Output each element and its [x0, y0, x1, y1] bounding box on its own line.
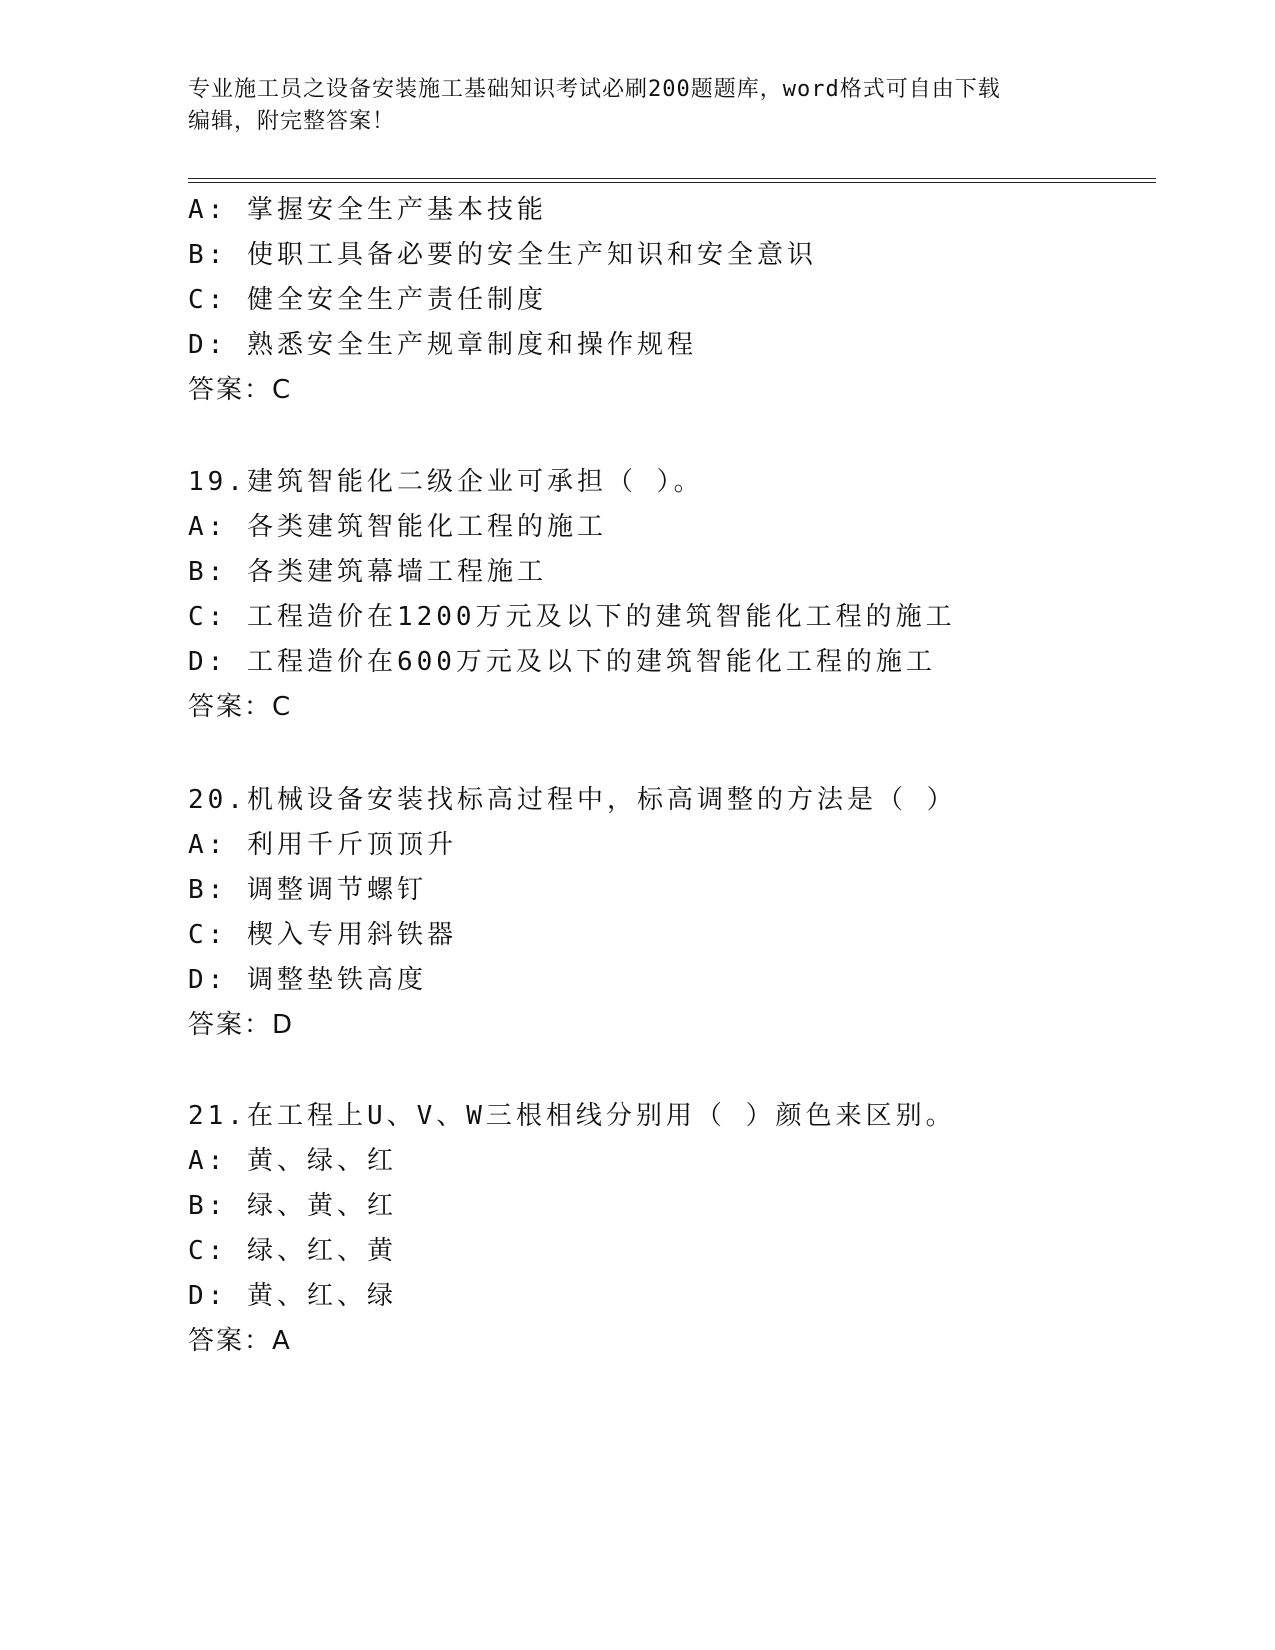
- q18-answer: 答案：C: [188, 375, 293, 405]
- q19-answer: 答案：C: [188, 692, 293, 722]
- document-header: [188, 74, 1088, 138]
- q18-option-b: B: 使职工具备必要的安全生产知识和安全意识: [188, 240, 817, 270]
- q20-option-c: C: 楔入专用斜铁器: [188, 920, 457, 950]
- header-divider-bottom: [188, 182, 1156, 183]
- q21-option-a: A: 黄、绿、红: [188, 1146, 397, 1176]
- q19-option-d: D: 工程造价在600万元及以下的建筑智能化工程的施工: [188, 647, 936, 677]
- q20-option-d: D: 调整垫铁高度: [188, 965, 427, 995]
- header-divider-top: [188, 178, 1156, 179]
- q21-answer: 答案：A: [188, 1326, 292, 1356]
- q20-option-b: B: 调整调节螺钉: [188, 875, 427, 905]
- q19-option-b: B: 各类建筑幕墙工程施工: [188, 557, 547, 587]
- q21-option-c: C: 绿、红、黄: [188, 1236, 397, 1266]
- q18-option-d: D: 熟悉安全生产规章制度和操作规程: [188, 330, 697, 360]
- q20-answer: 答案：D: [188, 1010, 295, 1040]
- q19-question: 19.建筑智能化二级企业可承担（ ）。: [188, 467, 704, 497]
- header-title-line-1: 专业施工员之设备安装施工基础知识考试必刷200题题库，word格式可自由下载: [188, 77, 1001, 102]
- q19-option-a: A: 各类建筑智能化工程的施工: [188, 512, 607, 542]
- q20-option-a: A: 利用千斤顶顶升: [188, 830, 457, 860]
- q21-option-d: D: 黄、红、绿: [188, 1281, 397, 1311]
- q19-option-c: C: 工程造价在1200万元及以下的建筑智能化工程的施工: [188, 602, 956, 632]
- q21-question: 21.在工程上U、V、W三根相线分别用（ ）颜色来区别。: [188, 1101, 956, 1131]
- q21-option-b: B: 绿、黄、红: [188, 1191, 397, 1221]
- q20-question: 20.机械设备安装找标高过程中，标高调整的方法是（ ）: [188, 785, 957, 815]
- header-title-line-2: 编辑，附完整答案！: [188, 109, 396, 134]
- q18-option-a: A: 掌握安全生产基本技能: [188, 195, 547, 225]
- q18-option-c: C: 健全安全生产责任制度: [188, 285, 547, 315]
